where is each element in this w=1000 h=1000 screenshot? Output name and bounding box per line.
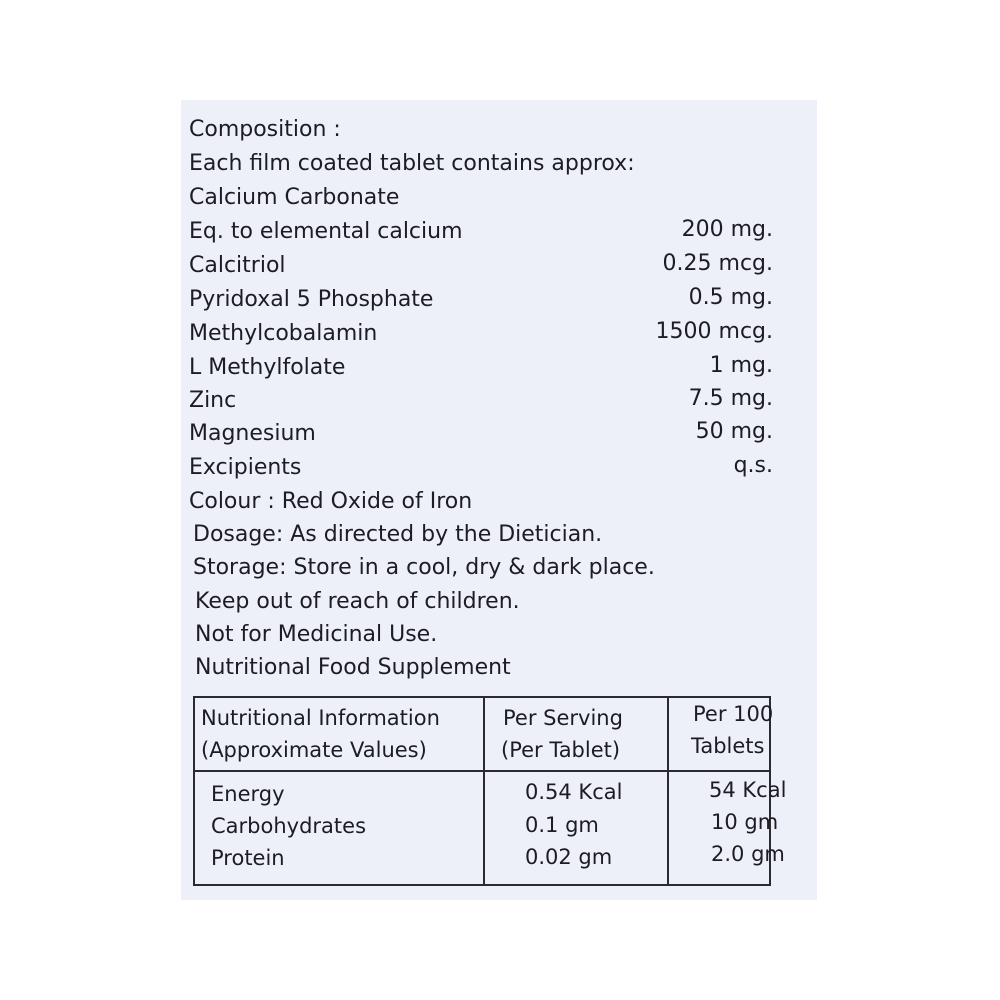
product-label-panel [181,100,817,900]
ingredient-qty: 0.5 mg. [688,285,773,310]
ingredient-qty: q.s. [733,453,773,478]
ingredient-name: Pyridoxal 5 Phosphate [189,287,434,312]
ingredient-qty: 7.5 mg. [688,386,773,411]
table-divider [483,698,485,884]
ingredient-name: Calcitriol [189,253,286,278]
note-supplement: Nutritional Food Supplement [195,655,511,680]
table-header-nutrition: Nutritional Information [201,706,440,730]
table-header-per-100-sub: Tablets [691,734,765,758]
note-not-medicinal: Not for Medicinal Use. [195,622,438,647]
note-colour: Colour : Red Oxide of Iron [189,489,473,514]
ingredient-name: Methylcobalamin [189,321,378,346]
table-row-nutrient: Energy [211,782,285,806]
ingredient-qty: 0.25 mcg. [662,251,773,276]
composition-intro: Each film coated tablet contains approx: [189,151,635,176]
table-row-per-100: 2.0 gm [711,842,785,866]
table-header-nutrition-sub: (Approximate Values) [201,738,427,762]
table-row-nutrient: Carbohydrates [211,814,367,838]
nutrition-table [193,696,787,886]
composition-heading: Composition : [189,117,341,142]
table-row-per-100: 10 gm [711,810,779,834]
ingredient-calcium-carbonate: Calcium Carbonate [189,185,400,210]
table-row-nutrient: Protein [211,846,285,870]
table-row-per-serving: 0.1 gm [525,813,599,837]
note-dosage: Dosage: As directed by the Dietician. [193,522,603,547]
ingredient-name: Eq. to elemental calcium [189,219,463,244]
table-divider [195,770,769,772]
ingredient-name: Magnesium [189,421,316,446]
ingredient-name: Zinc [189,388,237,413]
ingredient-name: Excipients [189,455,302,480]
table-row-per-serving: 0.54 Kcal [525,780,623,804]
table-header-per-serving-sub: (Per Tablet) [501,738,621,762]
table-divider [667,698,669,884]
ingredient-qty: 1500 mcg. [655,319,773,344]
ingredient-qty: 200 mg. [681,217,773,242]
note-storage: Storage: Store in a cool, dry & dark place. [193,555,655,580]
table-row-per-100: 54 Kcal [709,778,787,802]
note-keep-away: Keep out of reach of children. [195,589,520,614]
table-header-per-serving: Per Serving [503,706,623,730]
ingredient-name: L Methylfolate [189,355,346,380]
ingredient-qty: 50 mg. [695,419,773,444]
table-header-per-100: Per 100 [693,702,774,726]
ingredient-qty: 1 mg. [709,353,773,378]
table-row-per-serving: 0.02 gm [525,845,613,869]
